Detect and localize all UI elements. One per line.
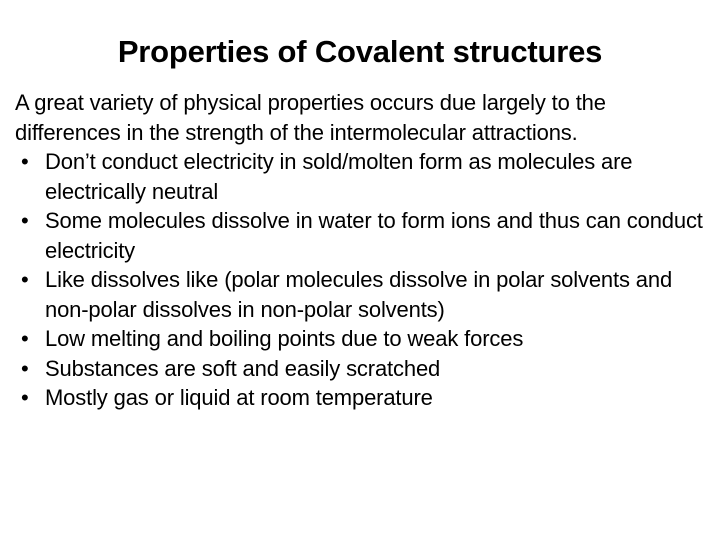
bullet-text: Mostly gas or liquid at room temperature (45, 385, 433, 410)
bullet-icon: • (21, 326, 29, 351)
bullet-text: Don’t conduct electricity in sold/molten form as molecules are electrically neutral (45, 149, 633, 204)
bullet-icon: • (21, 267, 29, 292)
intro-paragraph: A great variety of physical properties occurs due largely to the differences in the strength of the intermolecular attractions. (15, 90, 606, 145)
bullet-item (15, 324, 705, 354)
bullet-text: Like dissolves like (polar molecules dissolve in polar solvents and non-polar dissolves in non-polar solvents) (45, 267, 673, 322)
bullet-icon: • (21, 385, 29, 410)
bullet-item (15, 147, 705, 206)
bullet-text: Substances are soft and easily scratched (45, 355, 441, 381)
bullet-item (15, 265, 705, 324)
slide-title: Properties of Covalent structures (117, 34, 603, 69)
bullet-item (15, 383, 705, 413)
bullet-icon: • (21, 355, 29, 381)
bullet-list (15, 147, 705, 413)
bullet-icon: • (21, 208, 29, 233)
bullet-item (15, 354, 705, 384)
bullet-icon: • (21, 149, 29, 174)
bullet-text: Low melting and boiling points due to weak forces (45, 326, 524, 351)
bullet-item (15, 206, 705, 265)
slide-body (15, 88, 705, 413)
bullet-text: Some molecules dissolve in water to form ions and thus can conduct electricity (45, 208, 703, 263)
